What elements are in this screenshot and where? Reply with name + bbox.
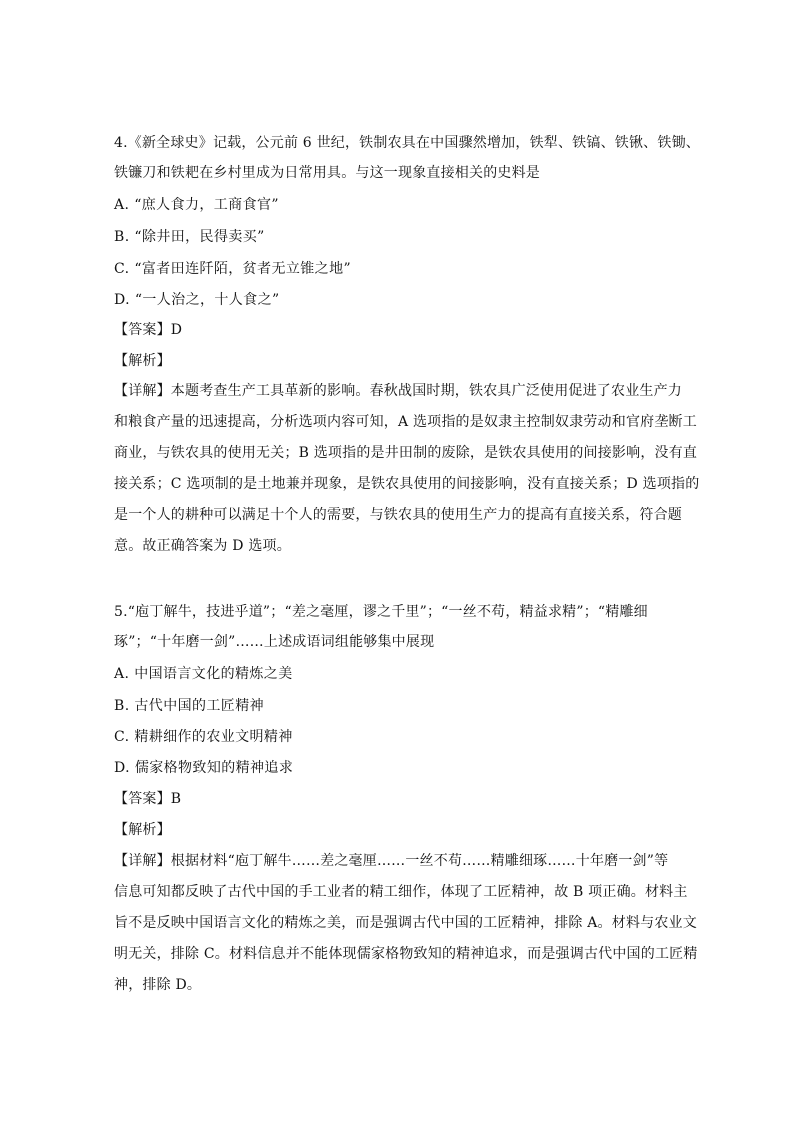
q4-stem-line-1: 4.《新全球史》记载，公元前 6 世纪，铁制农具在中国骤然增加，铁犁、铁镐、铁锹、铁锄、 — [114, 135, 700, 151]
q4-detail-line-2: 和粮食产量的迅速提高，分析选项内容可知，A 选项指的是奴隶主控制奴隶劳动和官府垄断工 — [114, 414, 697, 430]
q5-option-b: B. 古代中国的工匠精神 — [114, 698, 264, 714]
q5-detail-line-3: 旨不是反映中国语言文化的精炼之美，而是强调古代中国的工匠精神，排除 A。材料与农业文 — [114, 915, 697, 931]
q4-detail-line-5: 是一个人的耕种可以满足十个人的需要，与铁农具的使用生产力的提高有直接关系，符合题 — [114, 507, 682, 523]
q5-detail-line-5: 神，排除 D。 — [114, 977, 202, 993]
q4-detail-line-6: 意。故正确答案为 D 选项。 — [114, 538, 291, 554]
q4-detail-line-1: 【详解】本题考查生产工具革新的影响。春秋战国时期，铁农具广泛使用促进了农业生产力 — [114, 383, 682, 399]
q5-detail-line-1: 【详解】根据材料“庖丁解牛……差之毫厘……一丝不苟……精雕细琢……十年磨一剑”等 — [114, 853, 669, 869]
q5-stem-line-2: 琢”；“十年磨一剑”……上述成语词组能够集中展现 — [114, 634, 435, 650]
q5-analysis-label: 【解析】 — [114, 822, 171, 838]
q4-detail-line-3: 商业，与铁农具的使用无关；B 选项指的是井田制的废除，是铁农具使用的间接影响，没有直 — [114, 445, 698, 461]
q4-option-b: B. “除井田，民得卖买” — [114, 229, 265, 245]
q4-analysis-label: 【解析】 — [114, 353, 171, 369]
q5-option-a: A. 中国语言文化的精炼之美 — [114, 666, 293, 682]
q5-detail-line-4: 明无关，排除 C。材料信息并不能体现儒家格物致知的精神追求，而是强调古代中国的工匠精 — [114, 946, 698, 962]
q5-option-c: C. 精耕细作的农业文明精神 — [114, 729, 293, 745]
q5-detail-line-2: 信息可知都反映了古代中国的手工业者的精工细作，体现了工匠精神，故 B 项正确。材料主 — [114, 884, 688, 900]
q4-detail-line-4: 接关系；C 选项制的是土地兼并现象，是铁农具使用的间接影响，没有直接关系；D 选项指的 — [114, 476, 700, 492]
q4-answer: 【答案】D — [114, 322, 183, 338]
q5-stem-line-1: 5.“庖丁解牛，技进乎道”；“差之毫厘，谬之千里”；“一丝不苟，精益求精”；“精雕细 — [114, 604, 648, 620]
q4-option-d: D. “一人治之，十人食之” — [114, 292, 280, 308]
q5-option-d: D. 儒家格物致知的精神追求 — [114, 760, 294, 776]
q4-option-a: A. “庶人食力，工商食官” — [114, 197, 279, 213]
q4-stem-line-2: 铁镰刀和铁耙在乡村里成为日常用具。与这一现象直接相关的史料是 — [114, 165, 540, 181]
q4-option-c: C. “富者田连阡陌，贫者无立锥之地” — [114, 261, 352, 277]
q5-answer: 【答案】B — [114, 791, 182, 807]
